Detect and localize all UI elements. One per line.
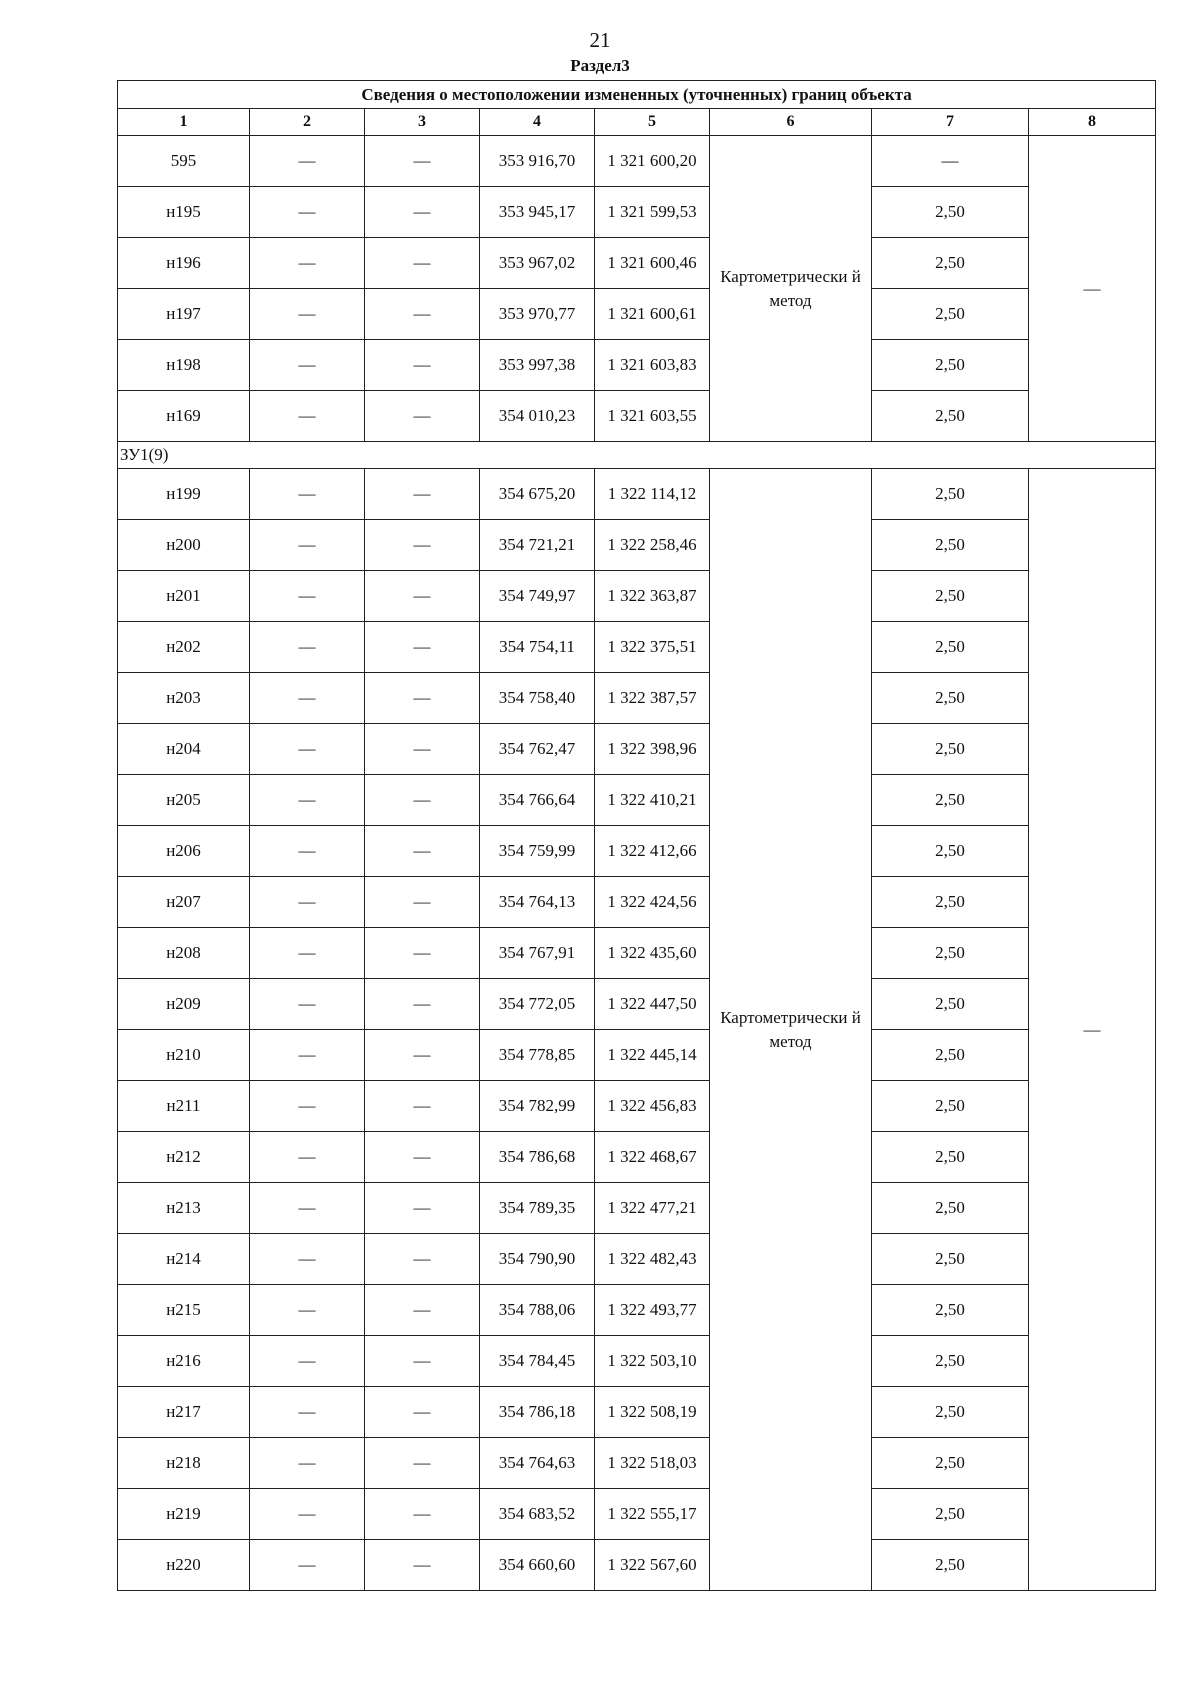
- accuracy-cell: 2,50: [872, 238, 1029, 289]
- accuracy-cell: 2,50: [872, 571, 1029, 622]
- column-3-cell: —: [365, 469, 480, 520]
- column-2-cell: —: [250, 469, 365, 520]
- x-coordinate-cell: 354 764,63: [480, 1438, 595, 1489]
- column-3-cell: —: [365, 622, 480, 673]
- column-2-cell: —: [250, 1234, 365, 1285]
- table-row: [118, 1183, 1156, 1234]
- y-coordinate-cell: 1 322 114,12: [595, 469, 710, 520]
- table-row: [118, 1132, 1156, 1183]
- accuracy-cell: 2,50: [872, 1234, 1029, 1285]
- column-2-cell: —: [250, 520, 365, 571]
- accuracy-cell: 2,50: [872, 1438, 1029, 1489]
- y-coordinate-cell: 1 322 363,87: [595, 571, 710, 622]
- x-coordinate-cell: 354 786,18: [480, 1387, 595, 1438]
- table-row: [118, 1081, 1156, 1132]
- y-coordinate-cell: 1 322 447,50: [595, 979, 710, 1030]
- column-number: 3: [365, 109, 480, 136]
- point-name-cell: н198: [118, 340, 250, 391]
- x-coordinate-cell: 354 788,06: [480, 1285, 595, 1336]
- x-coordinate-cell: 354 790,90: [480, 1234, 595, 1285]
- y-coordinate-cell: 1 322 555,17: [595, 1489, 710, 1540]
- accuracy-cell: 2,50: [872, 622, 1029, 673]
- accuracy-cell: 2,50: [872, 673, 1029, 724]
- point-name-cell: н169: [118, 391, 250, 442]
- point-name-cell: н210: [118, 1030, 250, 1081]
- column-3-cell: —: [365, 571, 480, 622]
- column-8-cell: —: [1029, 469, 1156, 1591]
- column-2-cell: —: [250, 136, 365, 187]
- column-3-cell: —: [365, 1540, 480, 1591]
- accuracy-cell: 2,50: [872, 724, 1029, 775]
- table-row: [118, 469, 1156, 520]
- x-coordinate-cell: 354 754,11: [480, 622, 595, 673]
- x-coordinate-cell: 353 970,77: [480, 289, 595, 340]
- y-coordinate-cell: 1 321 599,53: [595, 187, 710, 238]
- column-2-cell: —: [250, 1540, 365, 1591]
- accuracy-cell: 2,50: [872, 1489, 1029, 1540]
- x-coordinate-cell: 354 758,40: [480, 673, 595, 724]
- column-8-cell: —: [1029, 136, 1156, 442]
- x-coordinate-cell: 354 749,97: [480, 571, 595, 622]
- accuracy-cell: 2,50: [872, 469, 1029, 520]
- x-coordinate-cell: 353 967,02: [480, 238, 595, 289]
- x-coordinate-cell: 354 660,60: [480, 1540, 595, 1591]
- column-2-cell: —: [250, 1489, 365, 1540]
- column-3-cell: —: [365, 1336, 480, 1387]
- point-name-cell: н219: [118, 1489, 250, 1540]
- point-name-cell: н197: [118, 289, 250, 340]
- y-coordinate-cell: 1 322 503,10: [595, 1336, 710, 1387]
- column-2-cell: —: [250, 673, 365, 724]
- accuracy-cell: 2,50: [872, 1285, 1029, 1336]
- accuracy-cell: 2,50: [872, 391, 1029, 442]
- x-coordinate-cell: 354 759,99: [480, 826, 595, 877]
- column-3-cell: —: [365, 1489, 480, 1540]
- table-row: [118, 1336, 1156, 1387]
- column-3-cell: —: [365, 340, 480, 391]
- table-row: [118, 724, 1156, 775]
- table-row: [118, 979, 1156, 1030]
- table-row: [118, 340, 1156, 391]
- y-coordinate-cell: 1 322 567,60: [595, 1540, 710, 1591]
- column-2-cell: —: [250, 826, 365, 877]
- column-3-cell: —: [365, 1132, 480, 1183]
- y-coordinate-cell: 1 321 603,83: [595, 340, 710, 391]
- column-2-cell: —: [250, 928, 365, 979]
- column-number-row: [118, 109, 1156, 136]
- y-coordinate-cell: 1 322 410,21: [595, 775, 710, 826]
- column-2-cell: —: [250, 391, 365, 442]
- x-coordinate-cell: 354 782,99: [480, 1081, 595, 1132]
- column-3-cell: —: [365, 1183, 480, 1234]
- table-row: [118, 928, 1156, 979]
- x-coordinate-cell: 353 916,70: [480, 136, 595, 187]
- column-3-cell: —: [365, 136, 480, 187]
- column-2-cell: —: [250, 340, 365, 391]
- y-coordinate-cell: 1 322 445,14: [595, 1030, 710, 1081]
- y-coordinate-cell: 1 322 435,60: [595, 928, 710, 979]
- method-cell: Картометрически й метод: [710, 469, 872, 1591]
- point-name-cell: н204: [118, 724, 250, 775]
- table-row: [118, 1030, 1156, 1081]
- column-2-cell: —: [250, 775, 365, 826]
- column-number: 2: [250, 109, 365, 136]
- column-3-cell: —: [365, 289, 480, 340]
- column-3-cell: —: [365, 391, 480, 442]
- column-2-cell: —: [250, 1132, 365, 1183]
- column-number: 1: [118, 109, 250, 136]
- accuracy-cell: 2,50: [872, 1336, 1029, 1387]
- table-row: [118, 1387, 1156, 1438]
- y-coordinate-cell: 1 322 258,46: [595, 520, 710, 571]
- accuracy-cell: 2,50: [872, 1387, 1029, 1438]
- point-name-cell: н195: [118, 187, 250, 238]
- column-3-cell: —: [365, 1285, 480, 1336]
- column-3-cell: —: [365, 877, 480, 928]
- point-name-cell: н199: [118, 469, 250, 520]
- column-3-cell: —: [365, 1438, 480, 1489]
- column-3-cell: —: [365, 1081, 480, 1132]
- point-name-cell: н212: [118, 1132, 250, 1183]
- y-coordinate-cell: 1 322 398,96: [595, 724, 710, 775]
- accuracy-cell: 2,50: [872, 340, 1029, 391]
- y-coordinate-cell: 1 321 600,46: [595, 238, 710, 289]
- column-number: 4: [480, 109, 595, 136]
- column-2-cell: —: [250, 877, 365, 928]
- column-2-cell: —: [250, 187, 365, 238]
- x-coordinate-cell: 354 786,68: [480, 1132, 595, 1183]
- table-body: [118, 136, 1156, 1591]
- accuracy-cell: 2,50: [872, 928, 1029, 979]
- x-coordinate-cell: 354 767,91: [480, 928, 595, 979]
- method-cell: Картометрически й метод: [710, 136, 872, 442]
- column-3-cell: —: [365, 520, 480, 571]
- table-row: [118, 1438, 1156, 1489]
- x-coordinate-cell: 354 721,21: [480, 520, 595, 571]
- y-coordinate-cell: 1 321 600,61: [595, 289, 710, 340]
- column-2-cell: —: [250, 289, 365, 340]
- table-row: [118, 877, 1156, 928]
- y-coordinate-cell: 1 322 375,51: [595, 622, 710, 673]
- accuracy-cell: 2,50: [872, 187, 1029, 238]
- page-number: 21: [589, 28, 611, 52]
- table-row: [118, 1234, 1156, 1285]
- column-3-cell: —: [365, 1234, 480, 1285]
- y-coordinate-cell: 1 322 387,57: [595, 673, 710, 724]
- accuracy-cell: 2,50: [872, 1183, 1029, 1234]
- column-3-cell: —: [365, 775, 480, 826]
- column-2-cell: —: [250, 1183, 365, 1234]
- point-name-cell: н205: [118, 775, 250, 826]
- column-2-cell: —: [250, 1438, 365, 1489]
- column-number: 7: [872, 109, 1029, 136]
- point-name-cell: н206: [118, 826, 250, 877]
- point-name-cell: н200: [118, 520, 250, 571]
- point-name-cell: н207: [118, 877, 250, 928]
- column-2-cell: —: [250, 1081, 365, 1132]
- table-caption: Сведения о местоположении измененных (уточненных) границ объекта: [118, 81, 1156, 109]
- table-row: [118, 1540, 1156, 1591]
- table-row: [118, 520, 1156, 571]
- x-coordinate-cell: 354 764,13: [480, 877, 595, 928]
- table-row: [118, 238, 1156, 289]
- point-name-cell: н209: [118, 979, 250, 1030]
- point-name-cell: 595: [118, 136, 250, 187]
- x-coordinate-cell: 354 010,23: [480, 391, 595, 442]
- point-name-cell: н217: [118, 1387, 250, 1438]
- y-coordinate-cell: 1 322 477,21: [595, 1183, 710, 1234]
- y-coordinate-cell: 1 321 603,55: [595, 391, 710, 442]
- column-3-cell: —: [365, 979, 480, 1030]
- table-row: [118, 673, 1156, 724]
- y-coordinate-cell: 1 321 600,20: [595, 136, 710, 187]
- table-row: [118, 136, 1156, 187]
- y-coordinate-cell: 1 322 412,66: [595, 826, 710, 877]
- group-header-row: [118, 442, 1156, 469]
- column-3-cell: —: [365, 1387, 480, 1438]
- accuracy-cell: 2,50: [872, 877, 1029, 928]
- x-coordinate-cell: 353 997,38: [480, 340, 595, 391]
- point-name-cell: н211: [118, 1081, 250, 1132]
- accuracy-cell: 2,50: [872, 1540, 1029, 1591]
- y-coordinate-cell: 1 322 518,03: [595, 1438, 710, 1489]
- accuracy-cell: 2,50: [872, 1030, 1029, 1081]
- table-row: [118, 289, 1156, 340]
- point-name-cell: н214: [118, 1234, 250, 1285]
- accuracy-cell: 2,50: [872, 1132, 1029, 1183]
- x-coordinate-cell: 354 675,20: [480, 469, 595, 520]
- x-coordinate-cell: 354 772,05: [480, 979, 595, 1030]
- x-coordinate-cell: 354 762,47: [480, 724, 595, 775]
- x-coordinate-cell: 354 766,64: [480, 775, 595, 826]
- x-coordinate-cell: 354 778,85: [480, 1030, 595, 1081]
- column-2-cell: —: [250, 1336, 365, 1387]
- column-3-cell: —: [365, 238, 480, 289]
- y-coordinate-cell: 1 322 468,67: [595, 1132, 710, 1183]
- point-name-cell: н220: [118, 1540, 250, 1591]
- point-name-cell: н215: [118, 1285, 250, 1336]
- column-3-cell: —: [365, 928, 480, 979]
- table-row: [118, 1285, 1156, 1336]
- column-3-cell: —: [365, 187, 480, 238]
- accuracy-cell: 2,50: [872, 1081, 1029, 1132]
- table-row: [118, 1489, 1156, 1540]
- column-3-cell: —: [365, 826, 480, 877]
- column-3-cell: —: [365, 1030, 480, 1081]
- table-row: [118, 391, 1156, 442]
- column-2-cell: —: [250, 622, 365, 673]
- x-coordinate-cell: 353 945,17: [480, 187, 595, 238]
- column-number: 6: [710, 109, 872, 136]
- y-coordinate-cell: 1 322 456,83: [595, 1081, 710, 1132]
- accuracy-cell: 2,50: [872, 289, 1029, 340]
- table-row: [118, 571, 1156, 622]
- section-title: Раздел3: [570, 56, 630, 75]
- table-row: [118, 775, 1156, 826]
- table-row: [118, 826, 1156, 877]
- point-name-cell: н218: [118, 1438, 250, 1489]
- y-coordinate-cell: 1 322 508,19: [595, 1387, 710, 1438]
- x-coordinate-cell: 354 683,52: [480, 1489, 595, 1540]
- point-name-cell: н202: [118, 622, 250, 673]
- point-name-cell: н201: [118, 571, 250, 622]
- column-number: 8: [1029, 109, 1156, 136]
- column-3-cell: —: [365, 724, 480, 775]
- point-name-cell: н213: [118, 1183, 250, 1234]
- group-label: ЗУ1(9): [118, 442, 1156, 469]
- x-coordinate-cell: 354 789,35: [480, 1183, 595, 1234]
- column-2-cell: —: [250, 571, 365, 622]
- accuracy-cell: 2,50: [872, 826, 1029, 877]
- y-coordinate-cell: 1 322 493,77: [595, 1285, 710, 1336]
- column-number: 5: [595, 109, 710, 136]
- accuracy-cell: 2,50: [872, 775, 1029, 826]
- table-row: [118, 622, 1156, 673]
- column-2-cell: —: [250, 238, 365, 289]
- column-2-cell: —: [250, 1387, 365, 1438]
- table-row: [118, 187, 1156, 238]
- column-2-cell: —: [250, 1285, 365, 1336]
- column-3-cell: —: [365, 673, 480, 724]
- accuracy-cell: 2,50: [872, 520, 1029, 571]
- point-name-cell: н203: [118, 673, 250, 724]
- column-2-cell: —: [250, 724, 365, 775]
- column-2-cell: —: [250, 979, 365, 1030]
- column-2-cell: —: [250, 1030, 365, 1081]
- y-coordinate-cell: 1 322 482,43: [595, 1234, 710, 1285]
- point-name-cell: н216: [118, 1336, 250, 1387]
- accuracy-cell: 2,50: [872, 979, 1029, 1030]
- y-coordinate-cell: 1 322 424,56: [595, 877, 710, 928]
- x-coordinate-cell: 354 784,45: [480, 1336, 595, 1387]
- accuracy-cell: —: [872, 136, 1029, 187]
- point-name-cell: н208: [118, 928, 250, 979]
- boundary-coordinates-table: [117, 80, 1156, 1591]
- point-name-cell: н196: [118, 238, 250, 289]
